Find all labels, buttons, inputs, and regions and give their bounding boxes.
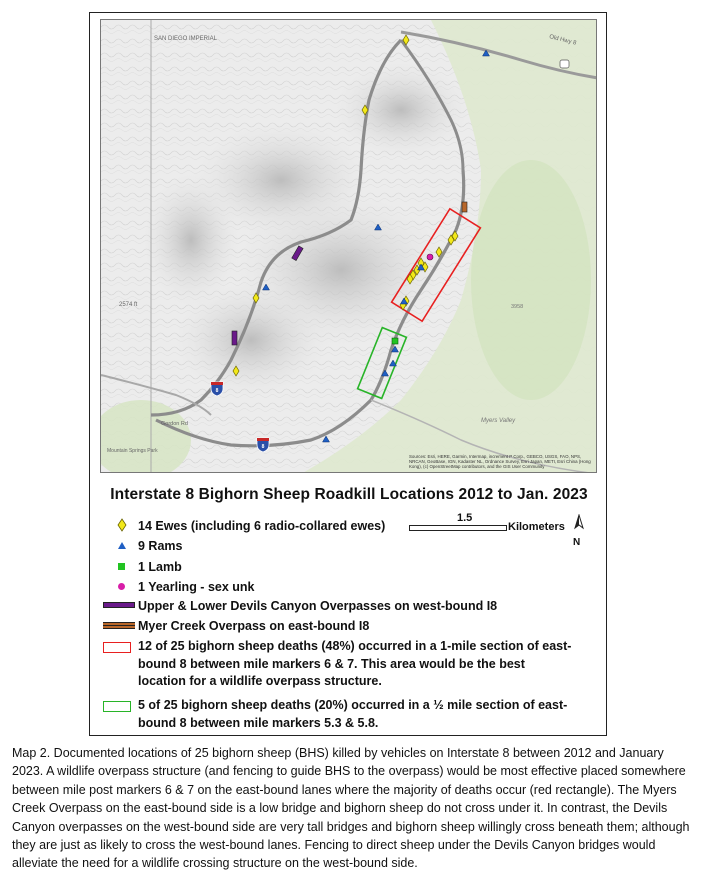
elevation-label: 2574 ft (119, 302, 138, 308)
ram-legend-icon (117, 541, 127, 551)
county-line-label: SAN DIEGO IMPERIAL (154, 36, 218, 42)
north-label: N (573, 537, 581, 548)
yearling-legend-icon (117, 582, 127, 592)
legend-rams: 9 Rams (138, 539, 183, 553)
legend-lamb: 1 Lamb (138, 560, 182, 574)
svg-text:8: 8 (215, 388, 219, 394)
devils-canyon-overpass-marker (232, 331, 237, 345)
attribution: Sources: Esri, HERE, Garmin, Intermap, increment P Corp., GEBCO, USGS, FAO, NPS, NRCAN, GeoBase, IGN, Kadaster NL, Ordnance Survey, Esri Japan, METI, Esri China (Hong Kong), (c) OpenStreetMap contributors, and the GIS User Community (409, 454, 591, 469)
legend-yearling: 1 Yearling - sex unk (138, 580, 255, 594)
old-hwy-label: Old Hwy 8 (548, 34, 577, 47)
myers-valley-label: Myers Valley (481, 418, 516, 424)
myer-creek-overpass-marker (462, 202, 467, 212)
green-box-description (138, 697, 567, 732)
scale-bar (409, 525, 507, 531)
scale-unit: Kilometers (508, 521, 565, 533)
green-box-line: bound 8 between mile markers 5.3 & 5.8. (138, 715, 379, 730)
myer-legend-swatch-line (103, 625, 135, 626)
legend-title: Interstate 8 Bighorn Sheep Roadkill Locations 2012 to Jan. 2023 (110, 486, 588, 503)
devils-legend-swatch (103, 602, 135, 608)
ewe-legend-icon (117, 518, 127, 532)
red-box-line: location for a wildlife overpass structure. (138, 674, 382, 688)
green-box-line: 5 of 25 bighorn sheep deaths (20%) occurred in a ½ mile section of east- (138, 698, 568, 712)
svg-text:8: 8 (261, 444, 265, 450)
red-box-legend-swatch (103, 642, 131, 653)
map-panel[interactable] (100, 19, 597, 473)
legend-myer: Myer Creek Overpass on east-bound I8 (138, 619, 370, 633)
interstate-shield-icon (257, 438, 269, 452)
interstate-shield-icon (211, 382, 223, 396)
legend-devils: Upper & Lower Devils Canyon Overpasses on west-bound I8 (138, 599, 498, 613)
road-label: Gordon Rd (161, 421, 188, 427)
figure-caption: Map 2. Documented locations of 25 bighorn sheep (BHS) killed by vehicles on Interstate 8 between 2012 and January 2023. A wildlife overpass structure (and fencing to guide BHS to the overpass) would be most effective placed somewhere between mile post markers 6 & 7 on the east-bound lanes where the majority of deaths occur (red rectangle). The Myers Creek Overpass on the east-bound side is a low bridge and bighorn sheep do not cross under it. In contrast, the Devils Canyon overpasses on the west-bound side are very tall bridges and bighorn sheep willingly cross beneath them; although they are just as likely to cross the west-bound lanes. Fencing to direct sheep under the Devils Canyon bridges would alleviate the need for a wildlife crossing structure on the west-bound side. (12, 746, 690, 871)
red-box-line: bound 8 between mile markers 6 & 7. This area would be the best (138, 656, 525, 671)
lamb-legend-icon (117, 562, 127, 572)
route-shield-icon (560, 60, 569, 68)
scale-value: 1.5 (457, 512, 473, 524)
north-arrow-icon (572, 514, 586, 536)
red-box-description (138, 638, 571, 691)
legend-ewes: 14 Ewes (including 6 radio-collared ewes) (138, 519, 386, 533)
green-box-legend-swatch (103, 701, 131, 712)
peak-label: 3958 (511, 304, 524, 310)
lamb-marker (392, 338, 398, 344)
red-box-line: 12 of 25 bighorn sheep deaths (48%) occurred in a 1-mile section of east- (138, 639, 572, 653)
park-label: Mountain Springs Park (107, 448, 158, 454)
yearling-marker (427, 254, 433, 260)
